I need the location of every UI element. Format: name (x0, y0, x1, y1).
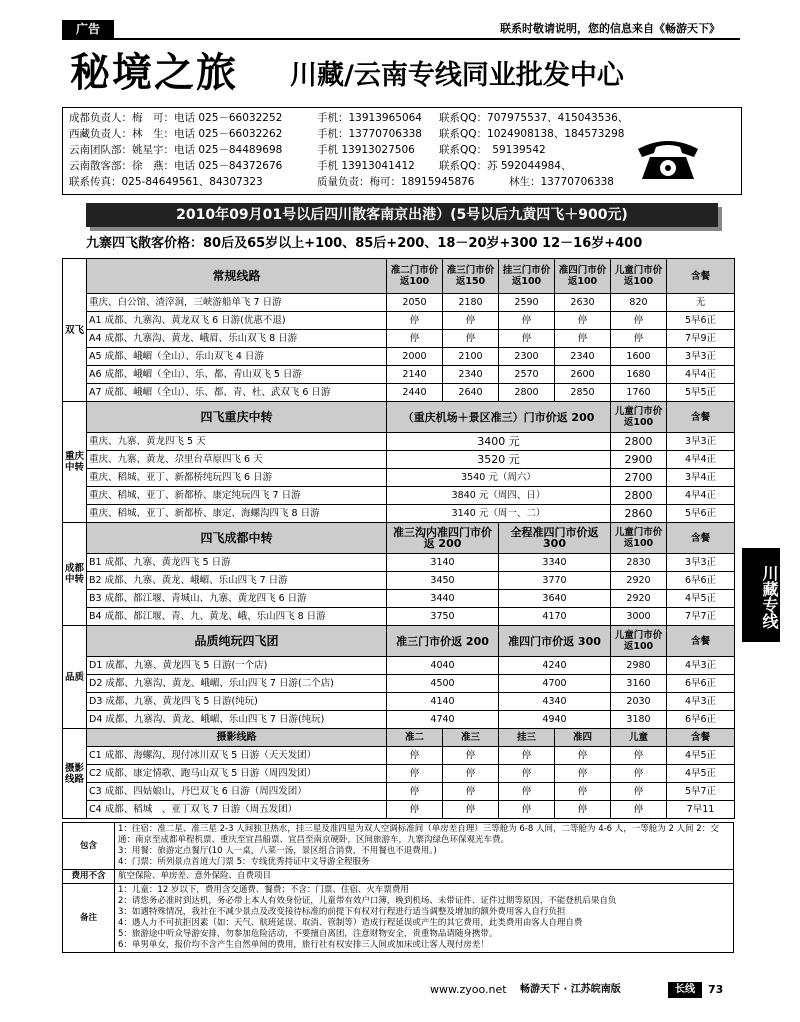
section-title: 四飞重庆中转 (87, 402, 387, 433)
table-row (63, 765, 735, 783)
route-name: C4 成都、稻城 、亚丁双飞 7 日游（周五发团） (87, 801, 387, 819)
meal-cell: 6早6正 (667, 675, 735, 693)
route-name: B2 成都、九寨、黄龙、峨嵋、乐山四飞 7 日游 (87, 572, 387, 590)
price-cell: 2300 (499, 348, 555, 366)
table-header (63, 626, 735, 657)
table-header (63, 523, 735, 554)
price-cell: 4340 (499, 693, 611, 711)
table-row (63, 554, 735, 572)
col-header: 准四 (555, 729, 611, 747)
exclude-row (63, 870, 734, 884)
section-title: 四飞成都中转 (87, 523, 387, 554)
price-cell: 停 (387, 312, 443, 330)
col-header: 含餐 (667, 626, 735, 657)
section-title: 常规线路 (87, 259, 387, 294)
top-notice: 联系时敬请说明，您的信息来自《畅游天下》 (500, 22, 720, 35)
include-content (115, 823, 734, 870)
col-header: 儿童门市价返100 (611, 523, 667, 554)
route-name: D2 成都、九寨沟、黄龙、峨嵋、乐山四飞 7 日游(二个店) (87, 675, 387, 693)
table-row (63, 711, 735, 729)
route-name: D4 成都、九寨沟、黄龙、峨嵋、乐山四飞 7 日游(纯玩) (87, 711, 387, 729)
include-label: 包含 (63, 823, 115, 870)
route-name: C1 成都、海螺沟、现付冰川双飞 5 日游（天天发团） (87, 747, 387, 765)
price-cell: 1760 (611, 384, 667, 402)
price-cell: 停 (387, 801, 443, 819)
col-header: 准三门市价返 200 (387, 626, 499, 657)
contact-mobile: 手机：13770706338 (317, 128, 422, 140)
table-row (63, 693, 735, 711)
price-cell: 3140 (387, 554, 499, 572)
note-line: 4：门票：所列景点首道大门票 5：专线优秀持证中文导游全程服务 (118, 857, 370, 867)
price-cell: 3750 (387, 608, 499, 626)
meal-cell: 7早9正 (667, 330, 735, 348)
route-name: 重庆、九寨、黄龙、尕里台草原四飞 6 天 (87, 451, 387, 469)
note-line: 3：如遇特殊情况，我社在不减少景点及改变接待标准的前提下有权对行程进行适当调整及增加的额外费用客人自行负担 (118, 907, 566, 917)
table-row (63, 487, 735, 505)
table-row (63, 747, 735, 765)
price-cell: 2030 (611, 693, 667, 711)
price-cell: 停 (611, 747, 667, 765)
price-cell: 4040 (387, 657, 499, 675)
price-cell: 2050 (387, 294, 443, 312)
contact-role: 西藏负责人：林 生：电话 025－66032262 (69, 128, 283, 140)
section-label: 双飞 (63, 259, 87, 402)
contact-mobile: 手机 13913041412 (317, 160, 415, 172)
footer-tag: 长线 (668, 982, 702, 998)
table-header (63, 729, 735, 747)
price-cell: 4740 (387, 711, 499, 729)
price-cell: 2630 (555, 294, 611, 312)
route-name: 重庆、白公馆、渣滓洞，三峡游船单飞 7 日游 (87, 294, 387, 312)
contact-qq: 联系QQ：1024908138、184573298 (439, 128, 625, 140)
exclude-label: 费用不含 (63, 870, 115, 884)
section-label: 重庆中转 (63, 402, 87, 523)
meal-cell: 5早6正 (667, 505, 735, 523)
price-cell: 停 (555, 783, 611, 801)
price-cell: 3180 (611, 711, 667, 729)
price-cell: 3440 (387, 590, 499, 608)
note-line: 2：请您务必准时到达机，务必带上本人有效身份证，儿童带有效户口簿，晚到机场、未带证件、证件过期等原因，不能登机后果自负 (118, 896, 617, 906)
price-cell: 2140 (387, 366, 443, 384)
notes-table (62, 822, 734, 953)
contact-role: 成都负责人：梅 可：电话 025－66032252 (69, 112, 283, 124)
price-cell: 停 (611, 783, 667, 801)
price-cell: 停 (611, 801, 667, 819)
top-divider (62, 38, 740, 40)
price-cell: 2900 (611, 451, 667, 469)
route-name: B1 成都、九寨、黄龙四飞 5 日游 (87, 554, 387, 572)
section-label: 成都中转 (63, 523, 87, 626)
price-cell: 停 (387, 747, 443, 765)
note-line: 1：儿童：12 岁以下，费用含交通费、餐费；不含：门票、住宿、火车票费用 (118, 885, 409, 895)
table-row (63, 783, 735, 801)
section-title: 品质纯玩四飞团 (87, 626, 387, 657)
col-header: 含餐 (667, 402, 735, 433)
price-cell: 停 (443, 312, 499, 330)
price-cell: 2980 (611, 657, 667, 675)
note-line: 1：往宿：准二星、准三星 2-3 人间独卫热水，挂三星及准四星为双人空调标准间（单房差自理）三等舱为 6-8 人间，二等舱为 4-6 人，一等舱为 2 人间 2：交通：南京至成都单程机票、重庆至宜昌船票、宜昌至南京硬卧，区间旅游车，九寨沟绿色环保观光车费。 (118, 824, 719, 845)
route-name: A1 成都、九寨沟、黄龙双飞 6 日游(优惠不退) (87, 312, 387, 330)
remark-label: 备注 (63, 884, 115, 953)
price-cell: 停 (611, 330, 667, 348)
meal-cell: 4早5正 (667, 747, 735, 765)
price-cell: 停 (443, 747, 499, 765)
table-row (63, 451, 735, 469)
price-cell: 3840 元（周四、日） (387, 487, 611, 505)
col-header: 准三沟内准四门市价返 200 (387, 523, 499, 554)
contact-role: 云南团队部：姚星宇：电话 025－84489698 (69, 144, 283, 156)
price-cell: 4170 (499, 608, 611, 626)
route-name: A6 成都、峨嵋（全山）、乐、都、青山双飞 5 日游 (87, 366, 387, 384)
price-cell: 4240 (499, 657, 611, 675)
price-cell: 1600 (611, 348, 667, 366)
meal-cell: 4早5正 (667, 590, 735, 608)
table-header (63, 259, 735, 294)
section-label: 品质 (63, 626, 87, 729)
price-cell: 2920 (611, 590, 667, 608)
footer-url: www.zyoo.net (430, 983, 507, 996)
section-title: 摄影线路 (87, 729, 387, 747)
price-cell: 停 (387, 783, 443, 801)
route-name: B3 成都、都江堰、青城山、九寨、黄龙四飞 6 日游 (87, 590, 387, 608)
meal-cell: 3早4正 (667, 469, 735, 487)
col-header: 挂三门市价返100 (499, 259, 555, 294)
meal-cell: 3早3正 (667, 433, 735, 451)
price-cell: 停 (499, 747, 555, 765)
meal-cell: 4早4正 (667, 487, 735, 505)
meal-cell: 5早6正 (667, 312, 735, 330)
note-line: 3：用餐：旅游定点餐厅(10 人一桌，八菜一汤，景区组合消费，不用餐也不退费用。) (118, 846, 437, 856)
meal-cell: 4早5正 (667, 765, 735, 783)
meal-cell: 5早7正 (667, 783, 735, 801)
exclude-content: 航空保险、单房差、意外保险、自费项目 (115, 870, 734, 884)
table-row (63, 608, 735, 626)
price-cell: 3160 (611, 675, 667, 693)
route-price-table (62, 258, 735, 819)
price-cell: 停 (499, 783, 555, 801)
price-cell: 停 (611, 312, 667, 330)
price-cell: 2920 (611, 572, 667, 590)
col-header: （重庆机场＋景区准三）门市价返 200 (387, 402, 611, 433)
price-cell: 停 (555, 765, 611, 783)
col-header: 准四门市价返 300 (499, 626, 611, 657)
price-cell: 停 (499, 765, 555, 783)
contact-role: 云南散客部：徐 燕：电话 025－84372676 (69, 160, 283, 172)
ad-tag: 广告 (62, 20, 114, 38)
meal-cell: 3早3正 (667, 348, 735, 366)
price-cell: 2590 (499, 294, 555, 312)
table-header (63, 402, 735, 433)
col-header: 儿童门市价返100 (611, 626, 667, 657)
note-line: 5：旅游途中听众导游安排，勿参加危险活动，不要擅自离团，注意财物安全，贵重物品请随身携带。 (118, 929, 498, 939)
table-row (63, 505, 735, 523)
brand-subtitle: 川藏/云南专线同业批发中心 (290, 60, 624, 91)
price-cell: 2800 (499, 384, 555, 402)
route-name: A7 成都、峨嵋（全山）、乐、都、青、杜、武双飞 6 日游 (87, 384, 387, 402)
route-name: D1 成都、九寨、黄龙四飞 5 日游(一个店) (87, 657, 387, 675)
price-cell: 停 (499, 312, 555, 330)
price-cell: 1680 (611, 366, 667, 384)
col-header: 儿童门市价返100 (611, 259, 667, 294)
route-name: 重庆、稻城、亚丁、新都桥、康定、海螺沟四飞 8 日游 (87, 505, 387, 523)
price-cell: 停 (443, 765, 499, 783)
price-cell: 3540 元（周六） (387, 469, 611, 487)
meal-cell: 5早5正 (667, 384, 735, 402)
col-header: 准二门市价返100 (387, 259, 443, 294)
route-name: 重庆、稻城、亚丁、新都桥、康定纯玩四飞 7 日游 (87, 487, 387, 505)
table-row (63, 294, 735, 312)
price-cell: 3400 元 (387, 433, 611, 451)
meal-cell: 3早3正 (667, 554, 735, 572)
price-cell: 停 (499, 330, 555, 348)
meal-cell: 7早7正 (667, 608, 735, 626)
price-cell: 2180 (443, 294, 499, 312)
price-cell: 2000 (387, 348, 443, 366)
include-row (63, 823, 734, 870)
remark-row (63, 884, 734, 953)
price-cell: 4500 (387, 675, 499, 693)
price-cell: 停 (387, 765, 443, 783)
note-line: 4：遇人力不可抗拒因素（如：天气、航班延误、取消、管制等）造成行程延误或产生的其它费用，此类费用由客人自理自费 (118, 918, 583, 928)
section-label: 摄影线路 (63, 729, 87, 819)
remark-content (115, 884, 734, 953)
price-cell: 820 (611, 294, 667, 312)
price-cell: 停 (499, 801, 555, 819)
col-header: 准三 (443, 729, 499, 747)
route-name: 重庆、稻城、亚丁、新都桥纯玩四飞 6 日游 (87, 469, 387, 487)
price-cell: 2570 (499, 366, 555, 384)
price-cell: 2800 (611, 433, 667, 451)
price-cell: 停 (443, 801, 499, 819)
price-cell: 2850 (555, 384, 611, 402)
price-cell: 4140 (387, 693, 499, 711)
col-header: 含餐 (667, 523, 735, 554)
meal-cell: 4早3正 (667, 693, 735, 711)
table-row (63, 657, 735, 675)
price-cell: 2440 (387, 384, 443, 402)
price-cell: 3770 (499, 572, 611, 590)
price-cell: 2800 (611, 487, 667, 505)
meal-cell: 6早6正 (667, 711, 735, 729)
table-row (63, 312, 735, 330)
price-cell: 停 (443, 783, 499, 801)
price-cell: 2340 (555, 348, 611, 366)
price-cell: 停 (387, 330, 443, 348)
price-cell: 2860 (611, 505, 667, 523)
table-row (63, 330, 735, 348)
col-header: 儿童 (611, 729, 667, 747)
side-tab-label: 川藏专线 (742, 548, 780, 642)
table-row (63, 366, 735, 384)
price-cell: 停 (555, 747, 611, 765)
price-cell: 3640 (499, 590, 611, 608)
telephone-icon (632, 135, 704, 183)
route-name: 重庆、九寨、黄龙四飞 5 天 (87, 433, 387, 451)
table-row (63, 572, 735, 590)
contact-fax: 联系传真：025-84649561、84307323 (69, 176, 263, 188)
price-cell: 2830 (611, 554, 667, 572)
page-number: 73 (708, 983, 724, 996)
table-row (63, 590, 735, 608)
contact-qq: 联系QQ： 59139542 (439, 144, 546, 156)
price-cell: 2640 (443, 384, 499, 402)
meal-cell: 4早4正 (667, 366, 735, 384)
price-cell: 3140 元（周一、二） (387, 505, 611, 523)
contact-mobile: 手机：13913965064 (317, 112, 422, 124)
contact-mobile: 手机 13913027506 (317, 144, 415, 156)
note-line: 6：单男单女，报价均不含产生自然单间的费用，旅行社有权安排三人间或加床或让客人现付房差！ (118, 940, 489, 950)
route-name: D3 成都、九寨、黄龙四飞 5 日游(纯玩) (87, 693, 387, 711)
meal-cell: 无 (667, 294, 735, 312)
col-header: 准三门市价返150 (443, 259, 499, 294)
contact-quality: 质量负责：梅可：18915945876 (317, 176, 475, 188)
contact-quality-2: 林生：13770706338 (509, 176, 614, 188)
table-row (63, 348, 735, 366)
col-header: 准二 (387, 729, 443, 747)
price-cell: 2100 (443, 348, 499, 366)
col-header: 准四门市价返100 (555, 259, 611, 294)
price-cell: 2700 (611, 469, 667, 487)
table-row (63, 801, 735, 819)
route-name: A5 成都、峨嵋（全山）、乐山双飞 4 日游 (87, 348, 387, 366)
price-cell: 2600 (555, 366, 611, 384)
footer-brand: 畅游天下 · 江苏皖南版 (520, 984, 621, 995)
price-cell: 4940 (499, 711, 611, 729)
price-cell: 3000 (611, 608, 667, 626)
route-name: B4 成都、都江堰、青、九、黄龙、峨、乐山四飞 8 日游 (87, 608, 387, 626)
price-cell: 停 (555, 801, 611, 819)
price-cell: 3520 元 (387, 451, 611, 469)
contact-qq: 联系QQ：苏 592044984、 (439, 160, 572, 172)
table-row (63, 469, 735, 487)
meal-cell: 7早11 (667, 801, 735, 819)
col-header: 儿童门市价返100 (611, 402, 667, 433)
price-cell: 停 (443, 330, 499, 348)
price-cell: 2340 (443, 366, 499, 384)
meal-cell: 4早3正 (667, 657, 735, 675)
price-cell: 3450 (387, 572, 499, 590)
route-name: C2 成都、康定情歌、跑马山双飞 5 日游（周四发团） (87, 765, 387, 783)
departure-banner: 2010年09月01号以后四川散客南京出港）(5号以后九黄四飞＋900元) (86, 203, 718, 227)
contact-qq: 联系QQ：707975537、415043536、 (439, 112, 629, 124)
table-row (63, 675, 735, 693)
meal-cell: 6早6正 (667, 572, 735, 590)
col-header: 含餐 (667, 259, 735, 294)
meal-cell: 4早4正 (667, 451, 735, 469)
price-cell: 4700 (499, 675, 611, 693)
price-cell: 3340 (499, 554, 611, 572)
brand-title: 秘境之旅 (70, 49, 238, 96)
table-row (63, 433, 735, 451)
price-cell: 停 (611, 765, 667, 783)
price-cell: 停 (555, 330, 611, 348)
col-header: 全程准四门市价返 300 (499, 523, 611, 554)
price-note: 九寨四飞散客价格：80后及65岁以上+100、85后+200、18－20岁+300 12－16岁+400 (86, 236, 643, 251)
col-header: 含餐 (667, 729, 735, 747)
price-cell: 停 (555, 312, 611, 330)
route-name: C3 成都、四姑娘山、丹巴双飞 6 日游（周四发团） (87, 783, 387, 801)
table-row (63, 384, 735, 402)
route-name: A4 成都、九寨沟、黄龙、峨眉、乐山双飞 8 日游 (87, 330, 387, 348)
col-header: 挂三 (499, 729, 555, 747)
